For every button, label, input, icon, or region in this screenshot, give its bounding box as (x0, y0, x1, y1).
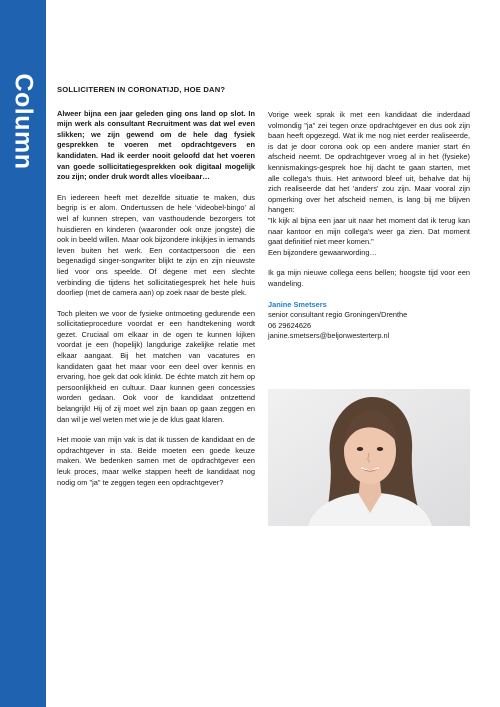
author-portrait-illustration (268, 389, 470, 526)
sidebar-label-wrap (0, 66, 46, 176)
article-paragraph: Een bijzondere gewaarwording… (268, 247, 377, 257)
sidebar-label: Column (9, 72, 38, 170)
author-email[interactable]: janine.smetsers@beljonwesterterp.nl (268, 331, 390, 341)
column-sidebar (0, 0, 46, 707)
author-phone: 06 29624626 (268, 320, 312, 330)
author-name: Janine Smetsers (268, 299, 327, 309)
author-signature (268, 300, 470, 342)
article-paragraph: Toch pleiten we voor de fysieke ontmoeting gedurende een sollicitatieprocedure voordat er een handtekening wordt gezet. Cruciaal om elkaar in de ogen te kunnen kijken voordat je een (hopelijk) langdurige zakelijke relatie met elkaar aangaat. Bij het matchen van vacatures en kandidaten gaat het maar voor een deel over kennis en ervaring, hoe gek dat ook klinkt. De échte match zit hem op persoonlijkheid en cultuur. Daar kunnen geen concessies worden gedaan. Ook voor de kandidaat ontzettend belangrijk! Hij of zij moet wel zijn baan op gaan zeggen en dan wil je wel weten met wie je de klus gaat klaren. (57, 308, 255, 424)
article-paragraph: Het mooie van mijn vak is dat ik tussen de kandidaat en de opdrachtgever in sta. Beide moeten een goede keuze maken. We bedenken samen met de opdrachtgever een leuk proces, maar welke stappen heeft de kandidaat nog nodig om "ja" te zeggen tegen een opdrachtgever? (57, 435, 255, 487)
article-paragraph: En iedereen heeft met dezelfde situatie te maken, dus begrip is er alom. Ondertussen de hele 'videobel-bingo' al wel af kunnen strepen, van vasthoudende bezorgers tot huisdieren en kinderen (waaronder ook onze jongste) die ook in beeld willen. Maar ook bijzondere inkijkjes in iemands leven buiten het werk. Een contactpersoon die een begenadigd singer-songwriter blijkt te zijn en zijn nieuwste lied voor ons speelde. Of degene met een slechte verbinding die tijdens het sollicitatiegesprek het hele huis doorliep (met de camera aan) op zoek naar de beste plek. (57, 192, 255, 298)
article-paragraph: Vorige week sprak ik met een kandidaat die inderdaad volmondig "ja" zei tegen onze opdrachtgever en dus ook zijn baan heeft opgezegd. Wat ik me nog niet eerder realiseerde, is dat je door corona ook op een andere manier start én afscheid neemt. De opdrachtgever vroeg al in het (fysieke) kennismakings-gesprek hoe hij dacht te gaan starten, met alle collega's thuis. Het antwoord bleef uit, behalve dat hij zich realiseerde dat het 'anders' zou zijn. Maar vooral zijn opmerking over het afscheid nemen, is lang bij me blijven hangen: (268, 110, 470, 215)
article-quote: "Ik kijk al bijna een jaar uit naar het moment dat ik terug kan naar kantoor en mijn collega's weer ga zien. Dat moment gaat definitief niet meer komen." (268, 215, 470, 247)
article-right-column (268, 110, 470, 342)
article-intro: Alweer bijna een jaar geleden ging ons land op slot. In mijn werk als consultant Recruitment was dat wel even slikken; we zijn gewend om de hele dag fysiek gesprekken te voeren met opdrachtgevers en kandidaten. Had ik eerder nooit geloofd dat het voeren van goede sollicitatiegesprekken ook digitaal mogelijk zou zijn; onder druk wordt alles vloeibaar… (57, 108, 255, 182)
author-photo (268, 389, 470, 526)
article-left-column (57, 85, 255, 498)
author-role: senior consultant regio Groningen/Drenthe (268, 310, 408, 320)
article-title: SOLLICITEREN IN CORONATIJD, HOE DAN? (57, 85, 226, 94)
article-closing: Ik ga mijn nieuwe collega eens bellen; hoogste tijd voor een wandeling. (268, 268, 470, 288)
